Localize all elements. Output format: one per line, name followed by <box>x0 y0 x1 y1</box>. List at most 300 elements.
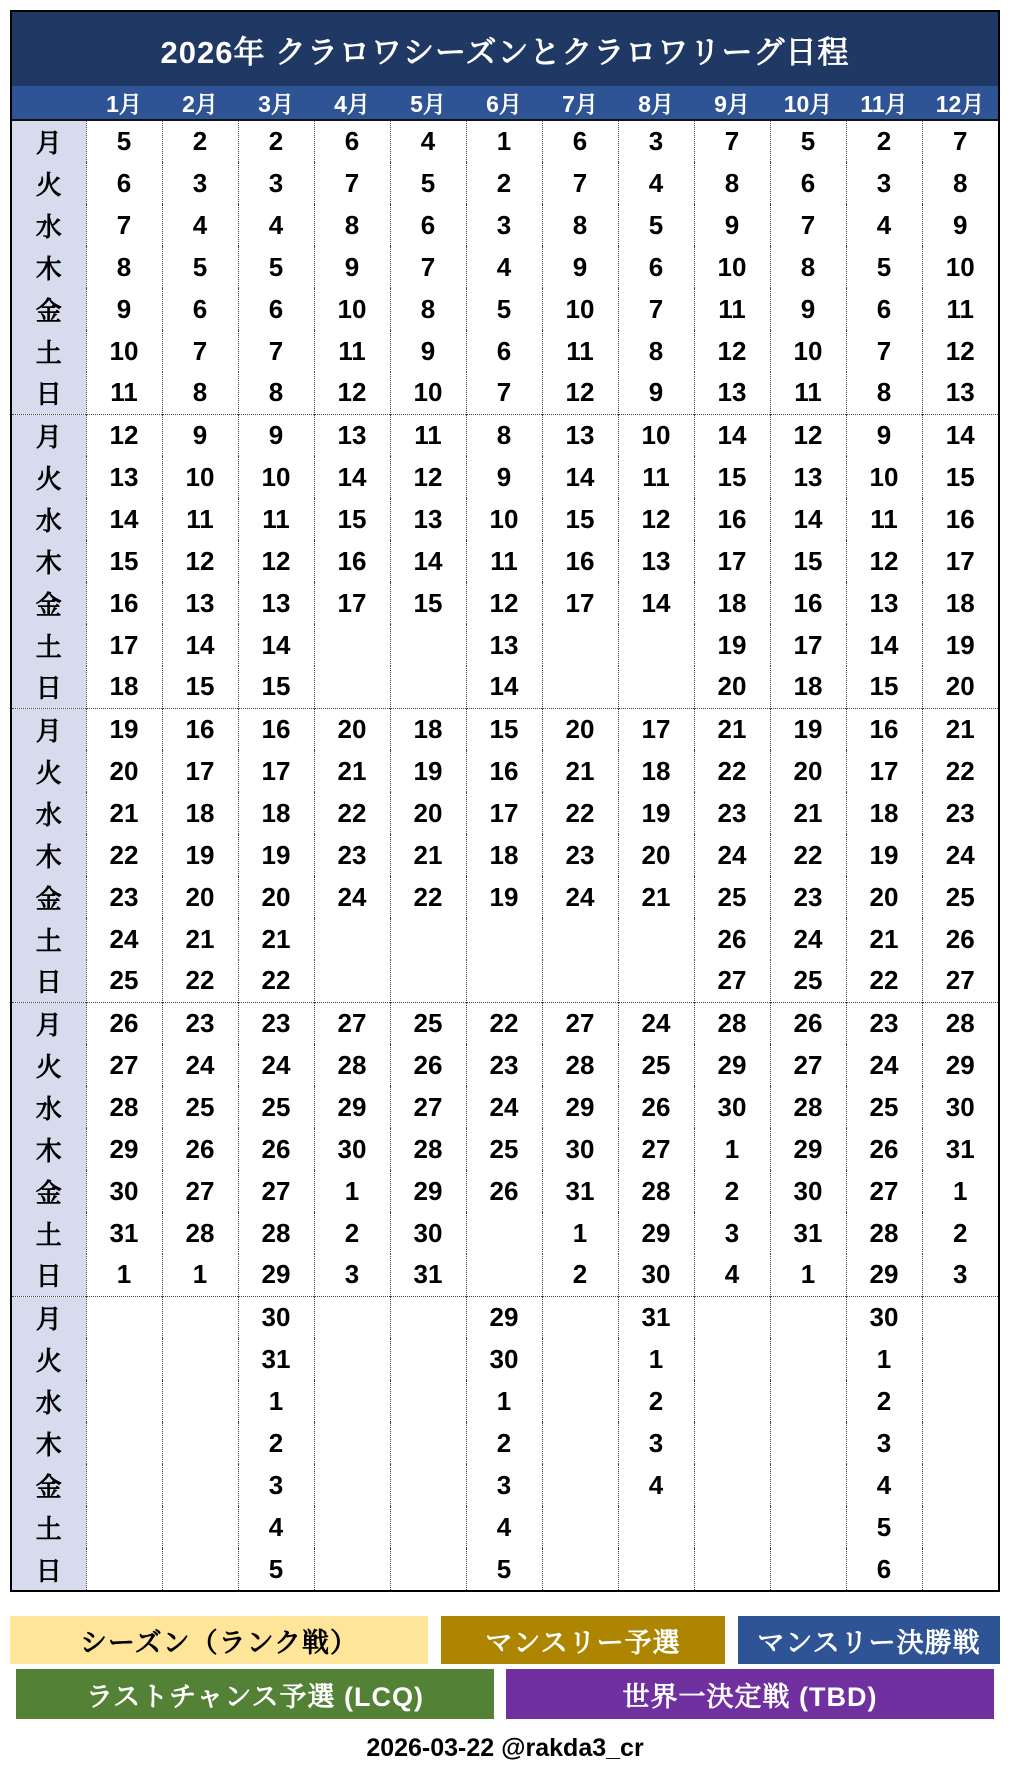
date-cell: 9 <box>314 246 390 288</box>
date-cell <box>922 1338 998 1380</box>
date-cell: 29 <box>314 1086 390 1128</box>
date-cell: 7 <box>542 162 618 204</box>
date-cell: 8 <box>86 246 162 288</box>
date-cell: 21 <box>542 750 618 792</box>
date-cell: 13 <box>466 624 542 666</box>
date-cell: 24 <box>922 834 998 876</box>
date-cell: 23 <box>618 960 694 1002</box>
date-cell: 19 <box>314 666 390 708</box>
date-cell: 9 <box>238 414 314 456</box>
date-cell <box>390 1296 466 1338</box>
date-cell <box>314 1422 390 1464</box>
month-header: 1月 <box>86 86 162 120</box>
date-cell: 13 <box>86 456 162 498</box>
calendar-row <box>12 1212 998 1254</box>
date-cell: 2 <box>238 120 314 162</box>
calendar-row <box>12 1170 998 1212</box>
date-cell: 9 <box>390 330 466 372</box>
date-cell: 26 <box>694 918 770 960</box>
calendar-row <box>12 960 998 1002</box>
date-cell: 25 <box>618 1044 694 1086</box>
date-cell: 26 <box>390 1044 466 1086</box>
date-cell: 5 <box>466 288 542 330</box>
date-cell: 20 <box>238 876 314 918</box>
date-cell: 20 <box>390 792 466 834</box>
date-cell: 13 <box>390 498 466 540</box>
date-cell: 27 <box>846 1170 922 1212</box>
calendar-row <box>12 666 998 708</box>
date-cell: 20 <box>162 876 238 918</box>
date-cell: 12 <box>846 540 922 582</box>
date-cell: 1 <box>770 1254 846 1296</box>
date-cell: 22 <box>162 960 238 1002</box>
date-cell: 16 <box>162 708 238 750</box>
date-cell <box>162 1338 238 1380</box>
date-cell: 8 <box>162 372 238 414</box>
date-cell: 14 <box>770 498 846 540</box>
date-cell <box>770 1380 846 1422</box>
calendar-row <box>12 372 998 414</box>
date-cell: 18 <box>694 582 770 624</box>
date-cell: 13 <box>694 372 770 414</box>
month-header: 11月 <box>846 86 922 120</box>
date-cell: 4 <box>466 246 542 288</box>
date-cell: 31 <box>390 1254 466 1296</box>
date-cell: 24 <box>86 918 162 960</box>
date-cell: 22 <box>542 792 618 834</box>
date-cell: 12 <box>922 330 998 372</box>
date-cell: 22 <box>466 1002 542 1044</box>
date-cell: 11 <box>618 456 694 498</box>
date-cell: 2 <box>618 1380 694 1422</box>
date-cell: 16 <box>390 624 466 666</box>
date-cell: 19 <box>162 834 238 876</box>
date-cell: 1 <box>846 1338 922 1380</box>
date-cell: 17 <box>86 624 162 666</box>
date-cell: 27 <box>86 1044 162 1086</box>
date-cell: 30 <box>542 1128 618 1170</box>
date-cell: 3 <box>618 120 694 162</box>
date-cell: 13 <box>922 372 998 414</box>
date-cell <box>162 1422 238 1464</box>
date-cell: 18 <box>162 792 238 834</box>
date-cell: 6 <box>390 204 466 246</box>
date-cell <box>86 1464 162 1506</box>
date-cell: 15 <box>86 540 162 582</box>
date-cell: 14 <box>618 582 694 624</box>
date-cell <box>86 1422 162 1464</box>
calendar-row <box>12 120 998 162</box>
date-cell <box>694 1464 770 1506</box>
date-cell: 2 <box>846 120 922 162</box>
date-cell <box>86 1506 162 1548</box>
date-cell: 19 <box>694 624 770 666</box>
date-cell: 20 <box>770 750 846 792</box>
date-cell: 31 <box>542 1170 618 1212</box>
day-label: 水 <box>12 204 86 246</box>
date-cell: 10 <box>162 456 238 498</box>
date-cell: 5 <box>86 120 162 162</box>
date-cell: 26 <box>86 1002 162 1044</box>
day-label: 木 <box>12 834 86 876</box>
date-cell: 21 <box>314 750 390 792</box>
date-cell: 20 <box>694 666 770 708</box>
day-label: 火 <box>12 456 86 498</box>
month-header: 9月 <box>694 86 770 120</box>
day-label: 水 <box>12 792 86 834</box>
date-cell: 9 <box>86 288 162 330</box>
date-cell: 31 <box>770 1212 846 1254</box>
date-cell: 11 <box>694 288 770 330</box>
date-cell: 3 <box>618 1422 694 1464</box>
date-cell: 5 <box>618 1506 694 1548</box>
date-cell: 24 <box>390 960 466 1002</box>
date-cell: 8 <box>922 162 998 204</box>
date-cell: 11 <box>86 372 162 414</box>
date-cell: 28 <box>466 1254 542 1296</box>
day-label: 日 <box>12 960 86 1002</box>
date-cell: 1 <box>466 120 542 162</box>
date-cell: 27 <box>770 1044 846 1086</box>
footer-credit: 2026-03-22 @rakda3_cr <box>366 1734 644 1762</box>
date-cell: 31 <box>618 1296 694 1338</box>
date-cell: 7 <box>466 372 542 414</box>
date-cell: 4 <box>162 204 238 246</box>
date-cell: 7 <box>694 120 770 162</box>
date-cell: 22 <box>314 792 390 834</box>
month-header: 4月 <box>314 86 390 120</box>
date-cell: 15 <box>390 582 466 624</box>
date-cell: 28 <box>694 1002 770 1044</box>
date-cell: 9 <box>694 204 770 246</box>
date-cell <box>770 1464 846 1506</box>
date-cell: 17 <box>694 540 770 582</box>
date-cell: 7 <box>86 204 162 246</box>
date-cell: 1 <box>162 1254 238 1296</box>
date-cell <box>694 1380 770 1422</box>
day-label: 火 <box>12 750 86 792</box>
date-cell: 30 <box>922 1086 998 1128</box>
date-cell: 16 <box>618 666 694 708</box>
page-title: 2026年 クラロワシーズンとクラロワリーグ日程 <box>12 12 998 86</box>
date-cell <box>694 1422 770 1464</box>
date-cell: 12 <box>390 456 466 498</box>
date-cell: 6 <box>314 120 390 162</box>
date-cell <box>694 1338 770 1380</box>
date-cell: 4 <box>694 1254 770 1296</box>
date-cell <box>542 1338 618 1380</box>
date-cell: 4 <box>618 162 694 204</box>
date-cell <box>922 1464 998 1506</box>
date-cell: 29 <box>846 1254 922 1296</box>
date-cell: 19 <box>922 624 998 666</box>
date-cell: 16 <box>238 708 314 750</box>
date-cell: 23 <box>162 1002 238 1044</box>
date-cell: 24 <box>846 1044 922 1086</box>
legend-world-finals: 世界一決定戦 (TBD) <box>506 1669 994 1719</box>
date-cell: 7 <box>162 330 238 372</box>
date-cell: 28 <box>390 1128 466 1170</box>
month-header-row <box>12 86 998 120</box>
date-cell: 10 <box>314 288 390 330</box>
date-cell: 17 <box>162 750 238 792</box>
day-label: 火 <box>12 1338 86 1380</box>
date-cell: 14 <box>542 456 618 498</box>
date-cell <box>314 1380 390 1422</box>
date-cell: 22 <box>238 960 314 1002</box>
calendar-row <box>12 1254 998 1296</box>
date-cell: 1 <box>922 1170 998 1212</box>
date-cell: 24 <box>314 876 390 918</box>
date-cell: 8 <box>314 204 390 246</box>
date-cell: 10 <box>86 330 162 372</box>
date-cell <box>542 1296 618 1338</box>
calendar-row <box>12 624 998 666</box>
day-label: 水 <box>12 498 86 540</box>
date-cell <box>86 1296 162 1338</box>
date-cell: 17 <box>466 792 542 834</box>
date-cell: 4 <box>846 204 922 246</box>
day-label: 火 <box>12 1044 86 1086</box>
day-label: 月 <box>12 120 86 162</box>
date-cell: 30 <box>618 1254 694 1296</box>
date-cell: 23 <box>86 876 162 918</box>
date-cell: 27 <box>390 1086 466 1128</box>
date-cell: 21 <box>694 708 770 750</box>
legend-monthly-qualifier: マンスリー予選 <box>441 1616 725 1664</box>
calendar-row <box>12 1128 998 1170</box>
date-cell: 1 <box>238 1380 314 1422</box>
date-cell <box>162 1506 238 1548</box>
date-cell: 16 <box>694 498 770 540</box>
date-cell: 7 <box>922 120 998 162</box>
date-cell: 21 <box>86 792 162 834</box>
day-label: 土 <box>12 1212 86 1254</box>
date-cell: 15 <box>922 456 998 498</box>
date-cell: 25 <box>162 1086 238 1128</box>
date-cell: 27 <box>466 1212 542 1254</box>
date-cell: 7 <box>390 246 466 288</box>
day-label: 土 <box>12 918 86 960</box>
date-cell: 29 <box>542 1086 618 1128</box>
date-cell: 15 <box>314 498 390 540</box>
date-cell: 15 <box>846 666 922 708</box>
date-cell: 28 <box>770 1086 846 1128</box>
day-label: 土 <box>12 624 86 666</box>
day-label: 日 <box>12 372 86 414</box>
date-cell: 14 <box>314 456 390 498</box>
date-cell: 12 <box>694 330 770 372</box>
date-cell: 16 <box>542 540 618 582</box>
date-cell: 20 <box>542 708 618 750</box>
date-cell: 27 <box>542 1002 618 1044</box>
date-cell: 16 <box>846 708 922 750</box>
date-cell: 15 <box>542 498 618 540</box>
date-cell: 21 <box>390 834 466 876</box>
date-cell <box>162 1464 238 1506</box>
date-cell: 20 <box>922 666 998 708</box>
date-cell: 30 <box>238 1296 314 1338</box>
date-cell: 5 <box>390 162 466 204</box>
date-cell: 24 <box>542 876 618 918</box>
date-cell: 23 <box>466 1044 542 1086</box>
date-cell: 29 <box>770 1128 846 1170</box>
date-cell: 18 <box>846 792 922 834</box>
date-cell: 5 <box>466 1548 542 1590</box>
date-cell: 16 <box>86 582 162 624</box>
date-cell: 26 <box>542 960 618 1002</box>
date-cell: 1 <box>542 1212 618 1254</box>
date-cell: 18 <box>466 834 542 876</box>
date-cell: 6 <box>86 162 162 204</box>
day-label: 月 <box>12 414 86 456</box>
date-cell: 7 <box>846 330 922 372</box>
calendar-row <box>12 1296 998 1338</box>
date-cell: 2 <box>314 1212 390 1254</box>
date-cell: 8 <box>466 414 542 456</box>
date-cell: 25 <box>466 1128 542 1170</box>
date-cell <box>390 1422 466 1464</box>
date-cell <box>770 1422 846 1464</box>
date-cell: 29 <box>86 1128 162 1170</box>
date-cell: 8 <box>846 372 922 414</box>
date-cell: 3 <box>238 1464 314 1506</box>
date-cell: 9 <box>542 246 618 288</box>
date-cell: 12 <box>238 540 314 582</box>
day-label: 金 <box>12 1170 86 1212</box>
date-cell: 15 <box>618 624 694 666</box>
date-cell: 2 <box>466 162 542 204</box>
date-cell: 3 <box>314 1254 390 1296</box>
date-cell: 6 <box>542 120 618 162</box>
date-cell: 6 <box>162 288 238 330</box>
schedule-board <box>10 10 1000 1592</box>
date-cell: 11 <box>466 540 542 582</box>
date-cell: 7 <box>238 330 314 372</box>
date-cell <box>390 1338 466 1380</box>
date-cell: 5 <box>618 204 694 246</box>
date-cell: 16 <box>922 498 998 540</box>
day-label: 木 <box>12 540 86 582</box>
calendar-row <box>12 1464 998 1506</box>
date-cell: 18 <box>922 582 998 624</box>
date-cell: 14 <box>238 624 314 666</box>
date-cell: 14 <box>846 624 922 666</box>
date-cell: 3 <box>466 204 542 246</box>
date-cell: 13 <box>770 456 846 498</box>
date-cell: 20 <box>466 918 542 960</box>
date-cell: 26 <box>618 1086 694 1128</box>
day-label: 土 <box>12 330 86 372</box>
calendar-row <box>12 918 998 960</box>
date-cell: 15 <box>770 540 846 582</box>
date-cell: 8 <box>390 288 466 330</box>
calendar-row <box>12 1044 998 1086</box>
date-cell: 6 <box>466 330 542 372</box>
day-label: 金 <box>12 582 86 624</box>
date-cell: 2 <box>466 1422 542 1464</box>
date-cell: 5 <box>770 120 846 162</box>
date-cell: 16 <box>314 540 390 582</box>
calendar-row <box>12 498 998 540</box>
date-cell: 28 <box>618 1170 694 1212</box>
date-cell: 21 <box>922 708 998 750</box>
date-cell: 2 <box>694 1170 770 1212</box>
date-cell: 11 <box>846 498 922 540</box>
date-cell: 29 <box>694 1044 770 1086</box>
date-cell <box>770 1338 846 1380</box>
calendar-row <box>12 1506 998 1548</box>
date-cell: 3 <box>922 1254 998 1296</box>
date-cell: 1 <box>314 1170 390 1212</box>
date-cell: 26 <box>922 918 998 960</box>
date-cell: 31 <box>922 1128 998 1170</box>
date-cell: 8 <box>238 372 314 414</box>
date-cell: 20 <box>86 750 162 792</box>
date-cell: 10 <box>390 372 466 414</box>
date-cell: 5 <box>238 1548 314 1590</box>
day-label: 水 <box>12 1380 86 1422</box>
legend-monthly-finals: マンスリー決勝戦 <box>738 1616 1000 1664</box>
date-cell: 19 <box>238 834 314 876</box>
date-cell: 12 <box>618 498 694 540</box>
date-cell: 28 <box>86 1086 162 1128</box>
date-cell: 10 <box>770 330 846 372</box>
date-cell: 2 <box>846 1380 922 1422</box>
date-cell <box>542 1464 618 1506</box>
date-cell: 18 <box>390 708 466 750</box>
date-cell: 24 <box>162 1044 238 1086</box>
date-cell: 13 <box>314 414 390 456</box>
date-cell: 11 <box>162 498 238 540</box>
day-label: 月 <box>12 708 86 750</box>
date-cell: 13 <box>238 582 314 624</box>
date-cell: 25 <box>86 960 162 1002</box>
date-cell: 11 <box>390 414 466 456</box>
date-cell: 6 <box>846 288 922 330</box>
date-cell: 9 <box>846 414 922 456</box>
date-cell: 21 <box>846 918 922 960</box>
date-cell: 22 <box>390 876 466 918</box>
date-cell: 15 <box>162 666 238 708</box>
date-cell: 24 <box>694 834 770 876</box>
date-cell: 25 <box>694 876 770 918</box>
date-cell: 19 <box>466 876 542 918</box>
date-cell: 19 <box>770 708 846 750</box>
date-cell: 14 <box>922 414 998 456</box>
date-cell: 17 <box>770 624 846 666</box>
date-cell: 27 <box>162 1170 238 1212</box>
date-cell <box>542 1422 618 1464</box>
date-cell: 3 <box>846 1422 922 1464</box>
calendar-row <box>12 750 998 792</box>
date-cell: 24 <box>466 1086 542 1128</box>
date-cell: 17 <box>846 750 922 792</box>
date-cell: 27 <box>618 1128 694 1170</box>
date-cell: 15 <box>466 708 542 750</box>
month-header: 10月 <box>770 86 846 120</box>
date-cell: 23 <box>770 876 846 918</box>
date-cell: 4 <box>238 204 314 246</box>
date-cell: 12 <box>466 582 542 624</box>
date-cell: 17 <box>542 582 618 624</box>
date-cell: 4 <box>618 1464 694 1506</box>
date-cell: 2 <box>922 1212 998 1254</box>
calendar-row <box>12 1380 998 1422</box>
date-cell: 31 <box>238 1338 314 1380</box>
date-cell: 19 <box>86 708 162 750</box>
date-cell: 20 <box>846 876 922 918</box>
